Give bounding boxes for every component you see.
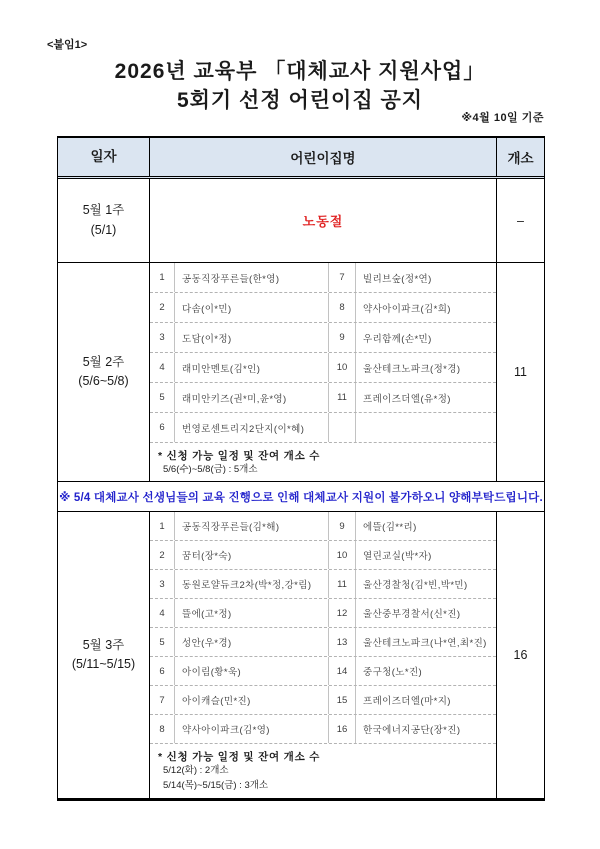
daycare-name: 열린교실(박*자) xyxy=(363,551,432,562)
daycare-no: 6 xyxy=(150,413,175,442)
week3-grid-row xyxy=(150,657,496,686)
daycare-no: 7 xyxy=(150,686,175,714)
daycare-name: 빌리브숲(정*연) xyxy=(363,273,432,285)
row-week3 xyxy=(58,512,544,798)
daycare-no: 14 xyxy=(329,657,356,685)
week2-grid-row xyxy=(150,323,496,353)
daycare-no: 4 xyxy=(150,599,175,627)
page-title xyxy=(0,57,600,116)
daycare-name: 래미안멘토(김*인) xyxy=(175,353,329,382)
week2-grid-row xyxy=(150,383,496,413)
daycare-name: 동원로얄듀크2차(박*정,강*림) xyxy=(175,570,329,598)
week2-grid-row xyxy=(150,413,496,443)
daycare-no: 5 xyxy=(150,628,175,656)
daycare-no: 6 xyxy=(150,657,175,685)
week2-note-line: 5/6(수)~5/8(금) : 5개소 xyxy=(163,464,258,475)
daycare-name: 다솜(이*민) xyxy=(175,293,329,322)
table-header-row xyxy=(58,138,544,179)
row-week1 xyxy=(58,179,544,263)
daycare-no: 7 xyxy=(329,263,356,292)
daycare-no: 1 xyxy=(150,263,175,292)
header-count: 개소 xyxy=(507,151,534,166)
daycare-no: 5 xyxy=(150,383,175,412)
daycare-name: 약사아이파크(김*영) xyxy=(175,715,329,743)
daycare-name: 프레이즈더엘(유*정) xyxy=(363,393,451,405)
daycare-no: 10 xyxy=(329,541,356,569)
attachment-label: <붙임1> xyxy=(47,39,88,51)
daycare-no: 8 xyxy=(329,293,356,322)
notice-banner: ※ 5/4 대체교사 선생님들의 교육 진행으로 인해 대체교사 지원이 불가하오니 양해부탁드립니다. xyxy=(59,491,543,504)
daycare-no xyxy=(329,413,356,442)
week2-grid-row xyxy=(150,353,496,383)
week1-count: – xyxy=(517,213,524,228)
week3-note-line: 5/12(화) : 2개소 xyxy=(163,765,229,776)
daycare-name: 공동직장푸른들(김*해) xyxy=(175,512,329,540)
week3-date-line2: (5/11~5/15) xyxy=(71,657,136,671)
daycare-name: 뜰에(고*정) xyxy=(175,599,329,627)
daycare-name: 래미안키즈(권*미,윤*영) xyxy=(175,383,329,412)
daycare-name: 우리함께(손*민) xyxy=(363,333,432,345)
daycare-name: 번영로센트리지2단지(이*혜) xyxy=(175,413,329,442)
week3-note xyxy=(150,744,496,798)
week2-note xyxy=(150,443,496,481)
week2-grid-row xyxy=(150,293,496,323)
daycare-no: 10 xyxy=(329,353,356,382)
daycare-name: 에뜰(김**리) xyxy=(363,522,417,533)
week2-date-line1: 5월 2주 xyxy=(82,354,125,369)
daycare-no: 3 xyxy=(150,570,175,598)
daycare-name: 울산테크노파크(나*연,최*진) xyxy=(363,638,487,649)
week3-note-line: 5/14(목)~5/15(금) : 3개소 xyxy=(163,779,269,791)
daycare-no: 3 xyxy=(150,323,175,352)
daycare-no: 9 xyxy=(329,512,356,540)
daycare-no: 1 xyxy=(150,512,175,540)
daycare-name: 아이캐슬(민*진) xyxy=(175,686,329,714)
header-name: 어린이집명 xyxy=(150,138,497,176)
week2-note-title: * 신청 가능 일정 및 잔여 개소 수 xyxy=(158,450,321,462)
week3-count: 16 xyxy=(513,648,528,662)
week2-date-line2: (5/6~5/8) xyxy=(78,374,129,388)
daycare-no: 2 xyxy=(150,541,175,569)
week3-grid-row xyxy=(150,512,496,541)
week3-grid-row xyxy=(150,541,496,570)
daycare-name: 울산경찰청(김*빈,박*민) xyxy=(363,580,468,591)
week1-holiday-label: 노동절 xyxy=(302,214,344,229)
daycare-name: 공동직장푸른들(한*영) xyxy=(175,263,329,292)
week3-date-line1: 5월 3주 xyxy=(82,637,125,652)
daycare-no: 11 xyxy=(329,570,356,598)
daycare-name: 성안(우*경) xyxy=(175,628,329,656)
week1-date-line1: 5월 1주 xyxy=(82,203,125,218)
daycare-no: 13 xyxy=(329,628,356,656)
row-week2 xyxy=(58,263,544,482)
week3-grid-row xyxy=(150,599,496,628)
week1-date xyxy=(58,179,150,262)
daycare-name: 울산테크노파크(정*경) xyxy=(363,363,461,375)
page-title-line1: 2026년 교육부 「대체교사 지원사업」 xyxy=(114,60,486,83)
daycare-no: 11 xyxy=(329,383,356,412)
week3-grid-row xyxy=(150,686,496,715)
daycare-no: 2 xyxy=(150,293,175,322)
header-date: 일자 xyxy=(58,138,150,176)
week3-grid-row xyxy=(150,628,496,657)
daycare-name: 약사아이파크(김*희) xyxy=(363,303,451,315)
daycare-no: 12 xyxy=(329,599,356,627)
daycare-no: 15 xyxy=(329,686,356,714)
week3-note-title: * 신청 가능 일정 및 잔여 개소 수 xyxy=(158,751,321,763)
week1-date-line2: (5/1) xyxy=(90,222,117,237)
week2-count: 11 xyxy=(514,365,527,379)
week3-grid-row xyxy=(150,570,496,599)
daycare-name: 한국에너지공단(장*진) xyxy=(363,725,461,736)
daycare-name: 꿈터(장*숙) xyxy=(175,541,329,569)
daycare-table xyxy=(57,136,545,801)
date-reference: ※4월 10일 기준 xyxy=(461,112,544,124)
week3-grid-row xyxy=(150,715,496,744)
page-title-line2: 5회기 선정 어린이집 공지 xyxy=(176,89,424,113)
daycare-name: 도담(이*정) xyxy=(175,323,329,352)
week2-date xyxy=(58,263,150,481)
daycare-name xyxy=(356,413,496,442)
daycare-no: 8 xyxy=(150,715,175,743)
daycare-no: 16 xyxy=(329,715,356,743)
daycare-name: 중구청(노*진) xyxy=(363,667,423,678)
daycare-name: 아이림(황*욱) xyxy=(175,657,329,685)
daycare-name: 울산중부경찰서(신*진) xyxy=(363,609,461,620)
daycare-no: 4 xyxy=(150,353,175,382)
week2-grid-row xyxy=(150,263,496,293)
daycare-no: 9 xyxy=(329,323,356,352)
daycare-name: 프레이즈더엘(마*지) xyxy=(363,696,451,707)
week3-date xyxy=(58,512,150,798)
